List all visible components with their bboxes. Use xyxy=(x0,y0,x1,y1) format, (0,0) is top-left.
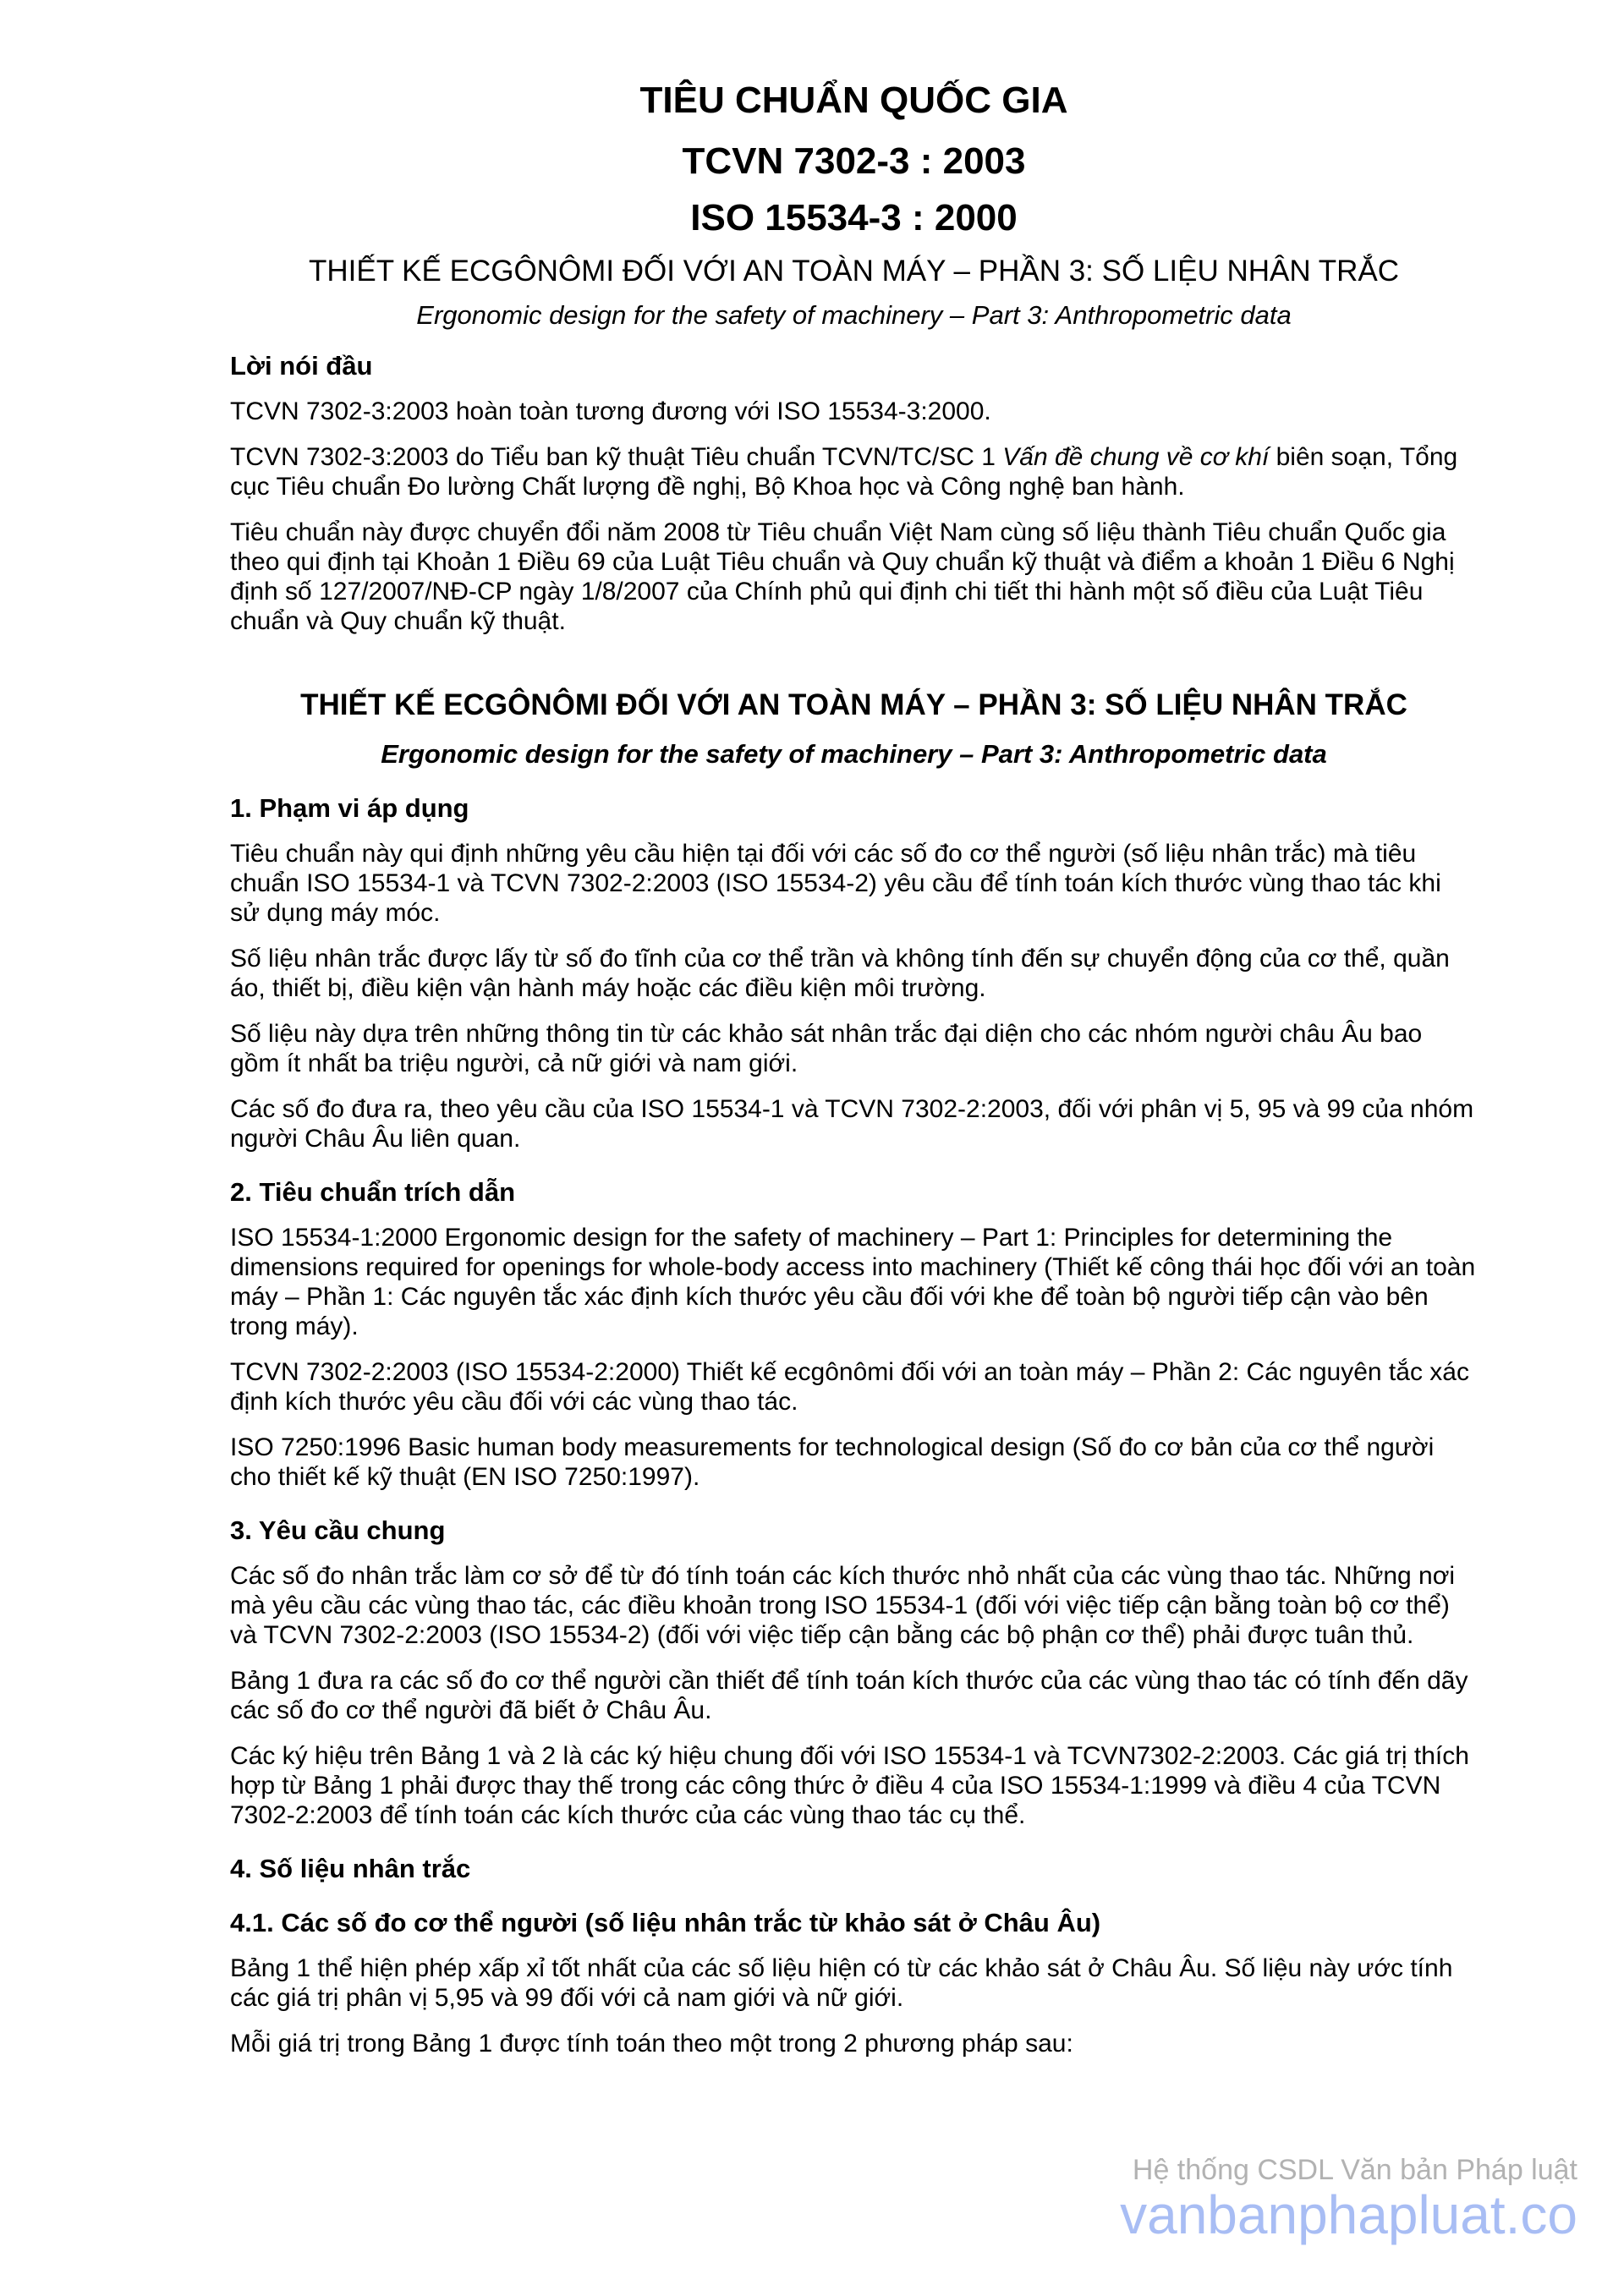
standard-kicker: TIÊU CHUẨN QUỐC GIA xyxy=(639,79,1068,121)
section-4-1-heading: 4.1. Các số đo cơ thể người (số liệu nhân trắc từ khảo sát ở Châu Âu) xyxy=(230,1908,1101,1937)
section-2-heading: 2. Tiêu chuẩn trích dẫn xyxy=(230,1177,516,1207)
main-title-vi: THIẾT KẾ ECGÔNÔMI ĐỐI VỚI AN TOÀN MÁY – PHẦN 3: SỐ LIỆU NHÂN TRẮC xyxy=(300,688,1407,721)
section-3-paragraph-2: Bảng 1 đưa ra các số đo cơ thể người cần thiết để tính toán kích thước của các vùng thao tác có tính đến dãy các số đo cơ thể người đã biết ở Châu Âu. xyxy=(230,1667,1468,1724)
foreword-paragraph-2-pre: TCVN 7302-3:2003 do Tiểu ban kỹ thuật Tiêu chuẩn TCVN/TC/SC 1 xyxy=(230,443,1003,471)
section-1-paragraph-2: Số liệu nhân trắc được lấy từ số đo tĩnh của cơ thể trần và không tính đến sự chuyển động của cơ thể, quần áo, thiết bị, điều kiện vận hành máy hoặc các điều kiện môi trường. xyxy=(230,945,1450,1002)
section-3-paragraph-1: Các số đo nhân trắc làm cơ sở để từ đó tính toán các kích thước nhỏ nhất của các vùng thao tác. Những nơi mà yêu cầu các vùng thao tác, các điều khoản trong ISO 15534-1 (đối với việc tiếp cận bằng toàn bộ cơ thể) và TCVN 7302-2:2003 (ISO 15534-2) (đối với việc tiếp cận bằng các bộ phận cơ thể) phải được tuân thủ. xyxy=(230,1562,1456,1649)
foreword-paragraph-3: Tiêu chuẩn này được chuyển đổi năm 2008 từ Tiêu chuẩn Việt Nam cùng số liệu thành Tiêu chuẩn Quốc gia theo qui định tại Khoản 1 Điều 69 của Luật Tiêu chuẩn và Quy chuẩn kỹ thuật và điểm a khoản 1 Điều 6 Nghị định số 127/2007/NĐ-CP ngày 1/8/2007 của Chính phủ qui định chi tiết thi hành một số điều của Luật Tiêu chuẩn và Quy chuẩn kỹ thuật. xyxy=(230,518,1455,635)
foreword-paragraph-2-post: biên soạn, Tổng cục Tiêu chuẩn Đo lường Chất lượng đề nghị, Bộ Khoa học và Công nghệ ban hành. xyxy=(230,443,1458,501)
section-3-paragraph-3: Các ký hiệu trên Bảng 1 và 2 là các ký hiệu chung đối với ISO 15534-1 và TCVN7302-2:2003. Các giá trị thích hợp từ Bảng 1 phải được thay thế trong các công thức ở điều 4 của ISO 15534-1:1999 và điều 4 của TCVN 7302-2:2003 để tính toán các kích thước của các vùng thao tác cụ thể. xyxy=(230,1742,1469,1829)
section-1-paragraph-4: Các số đo đưa ra, theo yêu cầu của ISO 15534-1 và TCVN 7302-2:2003, đối với phân vị 5, 95 và 99 của nhóm người Châu Âu liên quan. xyxy=(230,1095,1474,1153)
watermark-caption: Hệ thống CSDL Văn bản Pháp luật xyxy=(1132,2154,1577,2186)
watermark-site-name: vanbanphapluat.co xyxy=(1120,2184,1577,2245)
document-title-en: Ergonomic design for the safety of machinery – Part 3: Anthropometric data xyxy=(416,300,1292,330)
document-content xyxy=(230,80,1478,2074)
foreword-paragraph-2-italic: Vấn đề chung về cơ khí xyxy=(1002,443,1270,471)
section-4-heading: 4. Số liệu nhân trắc xyxy=(230,1854,471,1883)
standard-code-iso: ISO 15534-3 : 2000 xyxy=(690,197,1018,238)
section-1-paragraph-1: Tiêu chuẩn này qui định những yêu cầu hiện tại đối với các số đo cơ thể người (số liệu nhân trắc) mà tiêu chuẩn ISO 15534-1 và TCVN 7302-2:2003 (ISO 15534-2) yêu cầu để tính toán kích thước vùng thao tác khi sử dụng máy móc. xyxy=(230,840,1441,927)
section-4-paragraph-1: Bảng 1 thể hiện phép xấp xỉ tốt nhất của các số liệu hiện có từ các khảo sát ở Châu Âu. Số liệu này ước tính các giá trị phân vị 5,95 và 99 đối với cả nam giới và nữ giới. xyxy=(230,1954,1453,2012)
section-2-paragraph-1: ISO 15534-1:2000 Ergonomic design for the safety of machinery – Part 1: Principles for determining the dimensions required for openings for whole-body access into machinery (Thiết kế công thái học đối với an toàn máy – Phần 1: Các nguyên tắc xác định kích thước yêu cầu đối với khe để toàn bộ người tiếp cận vào bên trong máy). xyxy=(230,1224,1476,1340)
section-1-heading: 1. Phạm vi áp dụng xyxy=(230,793,469,823)
foreword-paragraph-1: TCVN 7302-3:2003 hoàn toàn tương đương với ISO 15534-3:2000. xyxy=(230,397,991,425)
foreword-heading: Lời nói đầu xyxy=(230,351,373,381)
main-title-en: Ergonomic design for the safety of machinery – Part 3: Anthropometric data xyxy=(381,739,1327,769)
section-2-paragraph-3: ISO 7250:1996 Basic human body measurements for technological design (Số đo cơ bản của cơ thể người cho thiết kế kỹ thuật (EN ISO 7250:1997). xyxy=(230,1433,1435,1491)
section-3-heading: 3. Yêu cầu chung xyxy=(230,1515,446,1545)
document-title-vi: THIẾT KẾ ECGÔNÔMI ĐỐI VỚI AN TOÀN MÁY – PHẦN 3: SỐ LIỆU NHÂN TRẮC xyxy=(308,255,1399,288)
section-1-paragraph-3: Số liệu này dựa trên những thông tin từ các khảo sát nhân trắc đại diện cho các nhóm người châu Âu bao gồm ít nhất ba triệu người, cả nữ giới và nam giới. xyxy=(230,1020,1423,1077)
section-2-paragraph-2: TCVN 7302-2:2003 (ISO 15534-2:2000) Thiết kế ecgônômi đối với an toàn máy – Phần 2: Các nguyên tắc xác định kích thước yêu cầu đối với các vùng thao tác. xyxy=(230,1358,1469,1416)
standard-code-tcvn: TCVN 7302-3 : 2003 xyxy=(682,140,1026,182)
watermark xyxy=(1120,2153,1577,2243)
section-4-paragraph-2: Mỗi giá trị trong Bảng 1 được tính toán theo một trong 2 phương pháp sau: xyxy=(230,2030,1073,2058)
foreword-paragraph-2 xyxy=(230,442,1478,501)
